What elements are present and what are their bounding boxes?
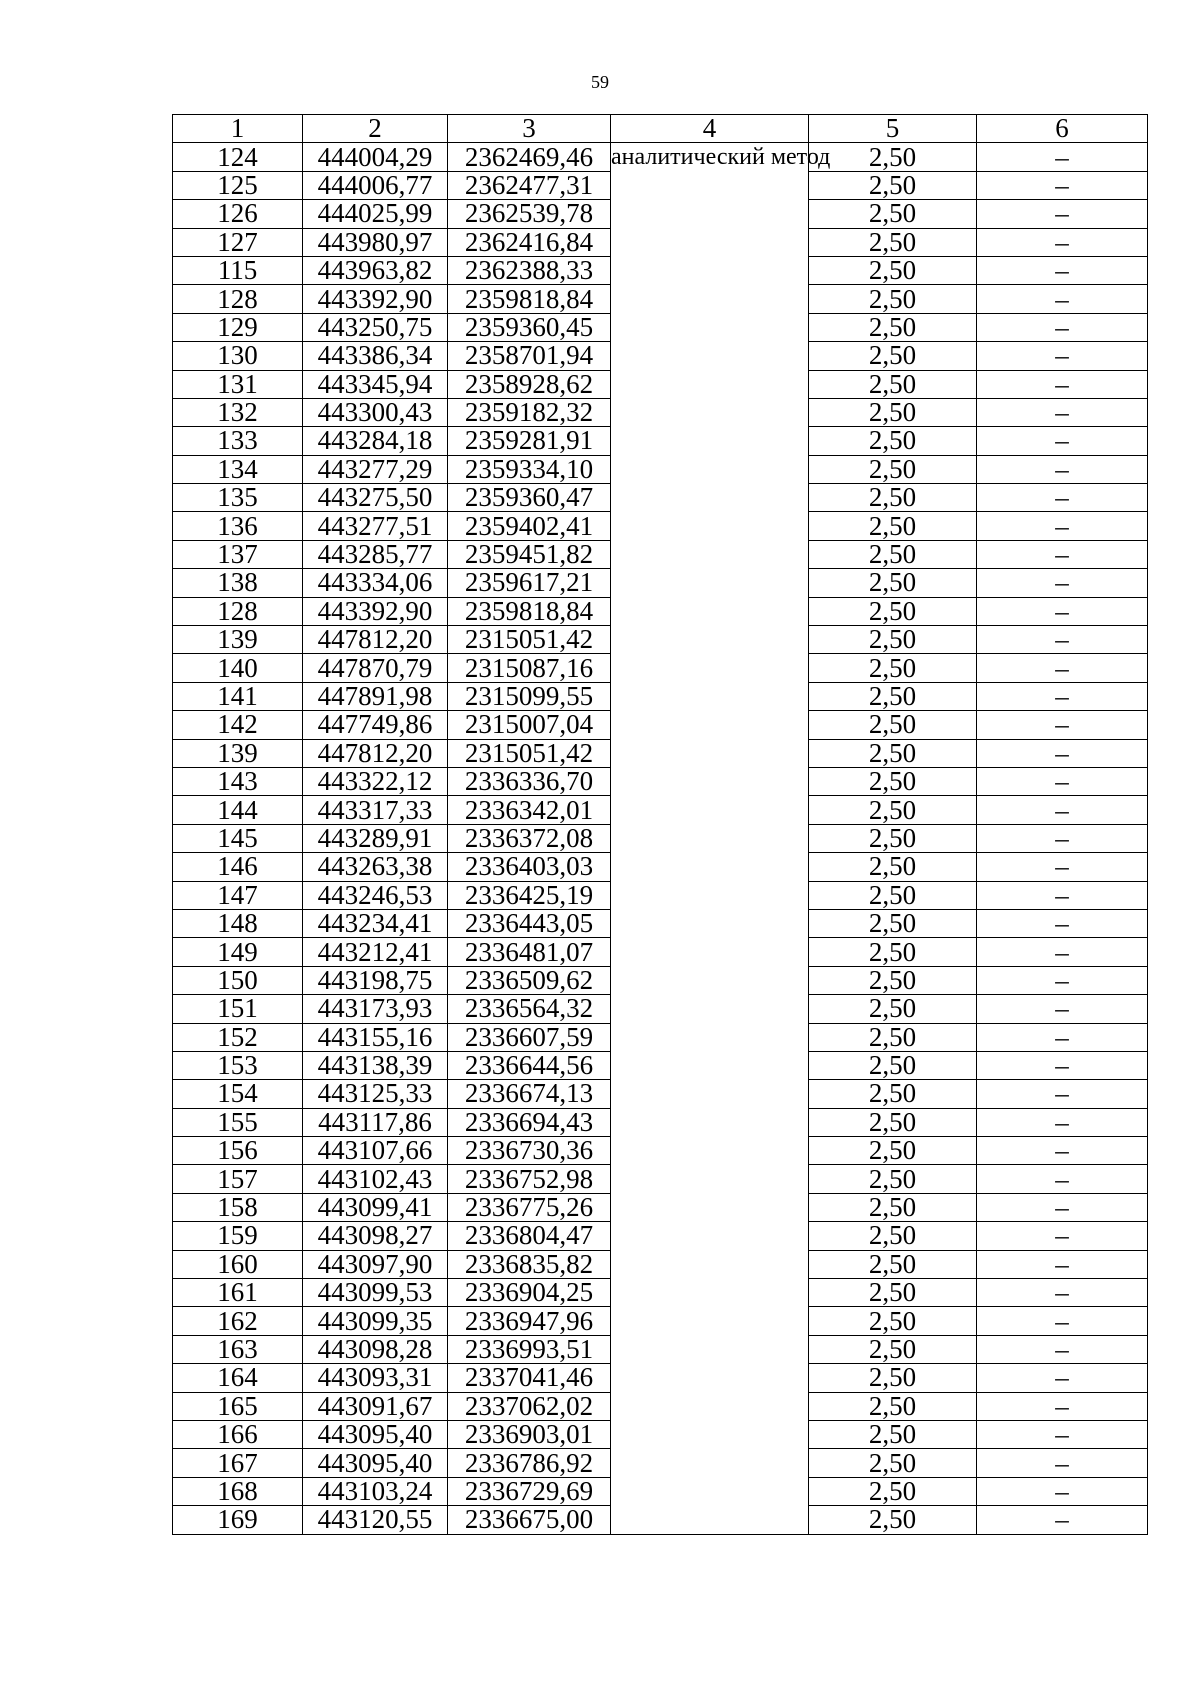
note-cell: – (977, 1193, 1148, 1221)
accuracy-cell: 2,50 (809, 1392, 977, 1420)
y-coordinate-cell: 2336947,96 (448, 1307, 611, 1335)
y-coordinate-cell: 2336443,05 (448, 909, 611, 937)
y-coordinate-cell: 2359617,21 (448, 569, 611, 597)
page-number: 59 (591, 72, 609, 92)
x-coordinate-cell: 443212,41 (303, 938, 448, 966)
accuracy-cell: 2,50 (809, 626, 977, 654)
x-coordinate-cell: 443250,75 (303, 313, 448, 341)
column-header: 2 (303, 115, 448, 143)
accuracy-cell: 2,50 (809, 427, 977, 455)
column-header: 6 (977, 115, 1148, 143)
point-number-cell: 163 (173, 1335, 303, 1363)
point-number-cell: 159 (173, 1222, 303, 1250)
y-coordinate-cell: 2359818,84 (448, 285, 611, 313)
point-number-cell: 136 (173, 512, 303, 540)
note-cell: – (977, 370, 1148, 398)
point-number-cell: 128 (173, 285, 303, 313)
note-cell: – (977, 767, 1148, 795)
accuracy-cell: 2,50 (809, 342, 977, 370)
column-header: 3 (448, 115, 611, 143)
y-coordinate-cell: 2359818,84 (448, 597, 611, 625)
note-cell: – (977, 1392, 1148, 1420)
point-number-cell: 125 (173, 171, 303, 199)
x-coordinate-cell: 443275,50 (303, 484, 448, 512)
accuracy-cell: 2,50 (809, 853, 977, 881)
note-cell: – (977, 597, 1148, 625)
x-coordinate-cell: 447812,20 (303, 626, 448, 654)
note-cell: – (977, 398, 1148, 426)
point-number-cell: 150 (173, 966, 303, 994)
x-coordinate-cell: 447749,86 (303, 711, 448, 739)
x-coordinate-cell: 443117,86 (303, 1108, 448, 1136)
point-number-cell: 155 (173, 1108, 303, 1136)
note-cell: – (977, 1080, 1148, 1108)
point-number-cell: 152 (173, 1023, 303, 1051)
accuracy-cell: 2,50 (809, 909, 977, 937)
note-cell: – (977, 342, 1148, 370)
accuracy-cell: 2,50 (809, 1080, 977, 1108)
x-coordinate-cell: 443334,06 (303, 569, 448, 597)
y-coordinate-cell: 2336903,01 (448, 1420, 611, 1448)
x-coordinate-cell: 447812,20 (303, 739, 448, 767)
note-cell: – (977, 1165, 1148, 1193)
y-coordinate-cell: 2359451,82 (448, 540, 611, 568)
point-number-cell: 134 (173, 455, 303, 483)
y-coordinate-cell: 2336775,26 (448, 1193, 611, 1221)
point-number-cell: 168 (173, 1477, 303, 1505)
x-coordinate-cell: 443099,53 (303, 1279, 448, 1307)
accuracy-cell: 2,50 (809, 824, 977, 852)
point-number-cell: 141 (173, 682, 303, 710)
x-coordinate-cell: 443246,53 (303, 881, 448, 909)
point-number-cell: 128 (173, 597, 303, 625)
y-coordinate-cell: 2362469,46 (448, 143, 611, 171)
y-coordinate-cell: 2336481,07 (448, 938, 611, 966)
note-cell: – (977, 228, 1148, 256)
point-number-cell: 156 (173, 1137, 303, 1165)
x-coordinate-cell: 443317,33 (303, 796, 448, 824)
x-coordinate-cell: 447891,98 (303, 682, 448, 710)
x-coordinate-cell: 443102,43 (303, 1165, 448, 1193)
accuracy-cell: 2,50 (809, 512, 977, 540)
accuracy-cell: 2,50 (809, 171, 977, 199)
x-coordinate-cell: 443963,82 (303, 256, 448, 284)
y-coordinate-cell: 2359182,32 (448, 398, 611, 426)
point-number-cell: 148 (173, 909, 303, 937)
y-coordinate-cell: 2337062,02 (448, 1392, 611, 1420)
accuracy-cell: 2,50 (809, 682, 977, 710)
point-number-cell: 115 (173, 256, 303, 284)
accuracy-cell: 2,50 (809, 1051, 977, 1079)
y-coordinate-cell: 2336835,82 (448, 1250, 611, 1278)
point-number-cell: 137 (173, 540, 303, 568)
point-number-cell: 142 (173, 711, 303, 739)
accuracy-cell: 2,50 (809, 767, 977, 795)
accuracy-cell: 2,50 (809, 1335, 977, 1363)
y-coordinate-cell: 2358701,94 (448, 342, 611, 370)
coordinates-table (172, 114, 1148, 1535)
y-coordinate-cell: 2336403,03 (448, 853, 611, 881)
point-number-cell: 127 (173, 228, 303, 256)
table-body (173, 143, 1148, 1534)
point-number-cell: 149 (173, 938, 303, 966)
x-coordinate-cell: 443098,28 (303, 1335, 448, 1363)
point-number-cell: 160 (173, 1250, 303, 1278)
x-coordinate-cell: 443120,55 (303, 1506, 448, 1534)
accuracy-cell: 2,50 (809, 654, 977, 682)
accuracy-cell: 2,50 (809, 938, 977, 966)
x-coordinate-cell: 444004,29 (303, 143, 448, 171)
y-coordinate-cell: 2336675,00 (448, 1506, 611, 1534)
accuracy-cell: 2,50 (809, 540, 977, 568)
x-coordinate-cell: 443392,90 (303, 285, 448, 313)
accuracy-cell: 2,50 (809, 1137, 977, 1165)
y-coordinate-cell: 2337041,46 (448, 1364, 611, 1392)
x-coordinate-cell: 443138,39 (303, 1051, 448, 1079)
accuracy-cell: 2,50 (809, 1364, 977, 1392)
note-cell: – (977, 1137, 1148, 1165)
note-cell: – (977, 1420, 1148, 1448)
y-coordinate-cell: 2336804,47 (448, 1222, 611, 1250)
y-coordinate-cell: 2359360,47 (448, 484, 611, 512)
x-coordinate-cell: 443285,77 (303, 540, 448, 568)
point-number-cell: 139 (173, 739, 303, 767)
note-cell: – (977, 881, 1148, 909)
y-coordinate-cell: 2336342,01 (448, 796, 611, 824)
column-header: 4 (611, 115, 809, 143)
note-cell: – (977, 1506, 1148, 1534)
y-coordinate-cell: 2362388,33 (448, 256, 611, 284)
x-coordinate-cell: 443099,35 (303, 1307, 448, 1335)
note-cell: – (977, 853, 1148, 881)
table-row (173, 143, 1148, 171)
x-coordinate-cell: 444025,99 (303, 200, 448, 228)
point-number-cell: 138 (173, 569, 303, 597)
x-coordinate-cell: 447870,79 (303, 654, 448, 682)
note-cell: – (977, 143, 1148, 171)
point-number-cell: 169 (173, 1506, 303, 1534)
note-cell: – (977, 512, 1148, 540)
x-coordinate-cell: 443345,94 (303, 370, 448, 398)
y-coordinate-cell: 2336786,92 (448, 1449, 611, 1477)
point-number-cell: 161 (173, 1279, 303, 1307)
point-number-cell: 145 (173, 824, 303, 852)
point-number-cell: 124 (173, 143, 303, 171)
method-cell: аналитический метод (611, 143, 809, 1534)
y-coordinate-cell: 2315087,16 (448, 654, 611, 682)
y-coordinate-cell: 2336904,25 (448, 1279, 611, 1307)
accuracy-cell: 2,50 (809, 1108, 977, 1136)
accuracy-cell: 2,50 (809, 228, 977, 256)
point-number-cell: 126 (173, 200, 303, 228)
x-coordinate-cell: 443091,67 (303, 1392, 448, 1420)
note-cell: – (977, 909, 1148, 937)
y-coordinate-cell: 2359402,41 (448, 512, 611, 540)
accuracy-cell: 2,50 (809, 1420, 977, 1448)
point-number-cell: 164 (173, 1364, 303, 1392)
accuracy-cell: 2,50 (809, 1165, 977, 1193)
accuracy-cell: 2,50 (809, 1023, 977, 1051)
accuracy-cell: 2,50 (809, 1222, 977, 1250)
note-cell: – (977, 1307, 1148, 1335)
y-coordinate-cell: 2359360,45 (448, 313, 611, 341)
x-coordinate-cell: 443284,18 (303, 427, 448, 455)
note-cell: – (977, 1108, 1148, 1136)
accuracy-cell: 2,50 (809, 739, 977, 767)
note-cell: – (977, 1335, 1148, 1363)
note-cell: – (977, 796, 1148, 824)
x-coordinate-cell: 443234,41 (303, 909, 448, 937)
note-cell: – (977, 654, 1148, 682)
point-number-cell: 154 (173, 1080, 303, 1108)
x-coordinate-cell: 443386,34 (303, 342, 448, 370)
table-header-row (173, 115, 1148, 143)
point-number-cell: 131 (173, 370, 303, 398)
accuracy-cell: 2,50 (809, 1477, 977, 1505)
accuracy-cell: 2,50 (809, 966, 977, 994)
point-number-cell: 143 (173, 767, 303, 795)
note-cell: – (977, 995, 1148, 1023)
column-header: 1 (173, 115, 303, 143)
x-coordinate-cell: 443277,51 (303, 512, 448, 540)
point-number-cell: 133 (173, 427, 303, 455)
point-number-cell: 139 (173, 626, 303, 654)
accuracy-cell: 2,50 (809, 796, 977, 824)
point-number-cell: 132 (173, 398, 303, 426)
note-cell: – (977, 455, 1148, 483)
x-coordinate-cell: 443198,75 (303, 966, 448, 994)
point-number-cell: 157 (173, 1165, 303, 1193)
note-cell: – (977, 1449, 1148, 1477)
x-coordinate-cell: 443103,24 (303, 1477, 448, 1505)
accuracy-cell: 2,50 (809, 285, 977, 313)
y-coordinate-cell: 2359334,10 (448, 455, 611, 483)
note-cell: – (977, 569, 1148, 597)
accuracy-cell: 2,50 (809, 597, 977, 625)
note-cell: – (977, 824, 1148, 852)
note-cell: – (977, 1250, 1148, 1278)
x-coordinate-cell: 443392,90 (303, 597, 448, 625)
x-coordinate-cell: 443173,93 (303, 995, 448, 1023)
note-cell: – (977, 540, 1148, 568)
y-coordinate-cell: 2315051,42 (448, 739, 611, 767)
y-coordinate-cell: 2336372,08 (448, 824, 611, 852)
accuracy-cell: 2,50 (809, 200, 977, 228)
note-cell: – (977, 313, 1148, 341)
accuracy-cell: 2,50 (809, 881, 977, 909)
note-cell: – (977, 938, 1148, 966)
y-coordinate-cell: 2336336,70 (448, 767, 611, 795)
y-coordinate-cell: 2336730,36 (448, 1137, 611, 1165)
column-header: 5 (809, 115, 977, 143)
y-coordinate-cell: 2315007,04 (448, 711, 611, 739)
note-cell: – (977, 1364, 1148, 1392)
x-coordinate-cell: 443277,29 (303, 455, 448, 483)
x-coordinate-cell: 443125,33 (303, 1080, 448, 1108)
y-coordinate-cell: 2362539,78 (448, 200, 611, 228)
y-coordinate-cell: 2336509,62 (448, 966, 611, 994)
point-number-cell: 162 (173, 1307, 303, 1335)
point-number-cell: 165 (173, 1392, 303, 1420)
y-coordinate-cell: 2336993,51 (448, 1335, 611, 1363)
point-number-cell: 151 (173, 995, 303, 1023)
point-number-cell: 135 (173, 484, 303, 512)
accuracy-cell: 2,50 (809, 143, 977, 171)
point-number-cell: 167 (173, 1449, 303, 1477)
x-coordinate-cell: 443098,27 (303, 1222, 448, 1250)
accuracy-cell: 2,50 (809, 370, 977, 398)
x-coordinate-cell: 444006,77 (303, 171, 448, 199)
y-coordinate-cell: 2336674,13 (448, 1080, 611, 1108)
accuracy-cell: 2,50 (809, 1193, 977, 1221)
point-number-cell: 140 (173, 654, 303, 682)
note-cell: – (977, 1477, 1148, 1505)
y-coordinate-cell: 2358928,62 (448, 370, 611, 398)
accuracy-cell: 2,50 (809, 455, 977, 483)
point-number-cell: 130 (173, 342, 303, 370)
point-number-cell: 129 (173, 313, 303, 341)
point-number-cell: 144 (173, 796, 303, 824)
y-coordinate-cell: 2362477,31 (448, 171, 611, 199)
y-coordinate-cell: 2359281,91 (448, 427, 611, 455)
y-coordinate-cell: 2336607,59 (448, 1023, 611, 1051)
note-cell: – (977, 285, 1148, 313)
x-coordinate-cell: 443263,38 (303, 853, 448, 881)
note-cell: – (977, 200, 1148, 228)
y-coordinate-cell: 2315051,42 (448, 626, 611, 654)
note-cell: – (977, 966, 1148, 994)
y-coordinate-cell: 2336564,32 (448, 995, 611, 1023)
y-coordinate-cell: 2362416,84 (448, 228, 611, 256)
accuracy-cell: 2,50 (809, 1449, 977, 1477)
point-number-cell: 146 (173, 853, 303, 881)
note-cell: – (977, 1051, 1148, 1079)
accuracy-cell: 2,50 (809, 1506, 977, 1534)
accuracy-cell: 2,50 (809, 313, 977, 341)
point-number-cell: 153 (173, 1051, 303, 1079)
note-cell: – (977, 256, 1148, 284)
x-coordinate-cell: 443300,43 (303, 398, 448, 426)
accuracy-cell: 2,50 (809, 484, 977, 512)
accuracy-cell: 2,50 (809, 995, 977, 1023)
note-cell: – (977, 171, 1148, 199)
note-cell: – (977, 626, 1148, 654)
point-number-cell: 147 (173, 881, 303, 909)
x-coordinate-cell: 443095,40 (303, 1449, 448, 1477)
note-cell: – (977, 484, 1148, 512)
note-cell: – (977, 739, 1148, 767)
accuracy-cell: 2,50 (809, 1279, 977, 1307)
point-number-cell: 158 (173, 1193, 303, 1221)
x-coordinate-cell: 443155,16 (303, 1023, 448, 1051)
note-cell: – (977, 1279, 1148, 1307)
y-coordinate-cell: 2336729,69 (448, 1477, 611, 1505)
point-number-cell: 166 (173, 1420, 303, 1448)
x-coordinate-cell: 443980,97 (303, 228, 448, 256)
x-coordinate-cell: 443099,41 (303, 1193, 448, 1221)
y-coordinate-cell: 2336694,43 (448, 1108, 611, 1136)
x-coordinate-cell: 443322,12 (303, 767, 448, 795)
x-coordinate-cell: 443289,91 (303, 824, 448, 852)
y-coordinate-cell: 2336644,56 (448, 1051, 611, 1079)
note-cell: – (977, 1222, 1148, 1250)
accuracy-cell: 2,50 (809, 1250, 977, 1278)
accuracy-cell: 2,50 (809, 711, 977, 739)
note-cell: – (977, 427, 1148, 455)
x-coordinate-cell: 443097,90 (303, 1250, 448, 1278)
note-cell: – (977, 711, 1148, 739)
x-coordinate-cell: 443095,40 (303, 1420, 448, 1448)
accuracy-cell: 2,50 (809, 398, 977, 426)
note-cell: – (977, 1023, 1148, 1051)
y-coordinate-cell: 2315099,55 (448, 682, 611, 710)
y-coordinate-cell: 2336425,19 (448, 881, 611, 909)
y-coordinate-cell: 2336752,98 (448, 1165, 611, 1193)
x-coordinate-cell: 443093,31 (303, 1364, 448, 1392)
x-coordinate-cell: 443107,66 (303, 1137, 448, 1165)
note-cell: – (977, 682, 1148, 710)
accuracy-cell: 2,50 (809, 256, 977, 284)
accuracy-cell: 2,50 (809, 569, 977, 597)
accuracy-cell: 2,50 (809, 1307, 977, 1335)
